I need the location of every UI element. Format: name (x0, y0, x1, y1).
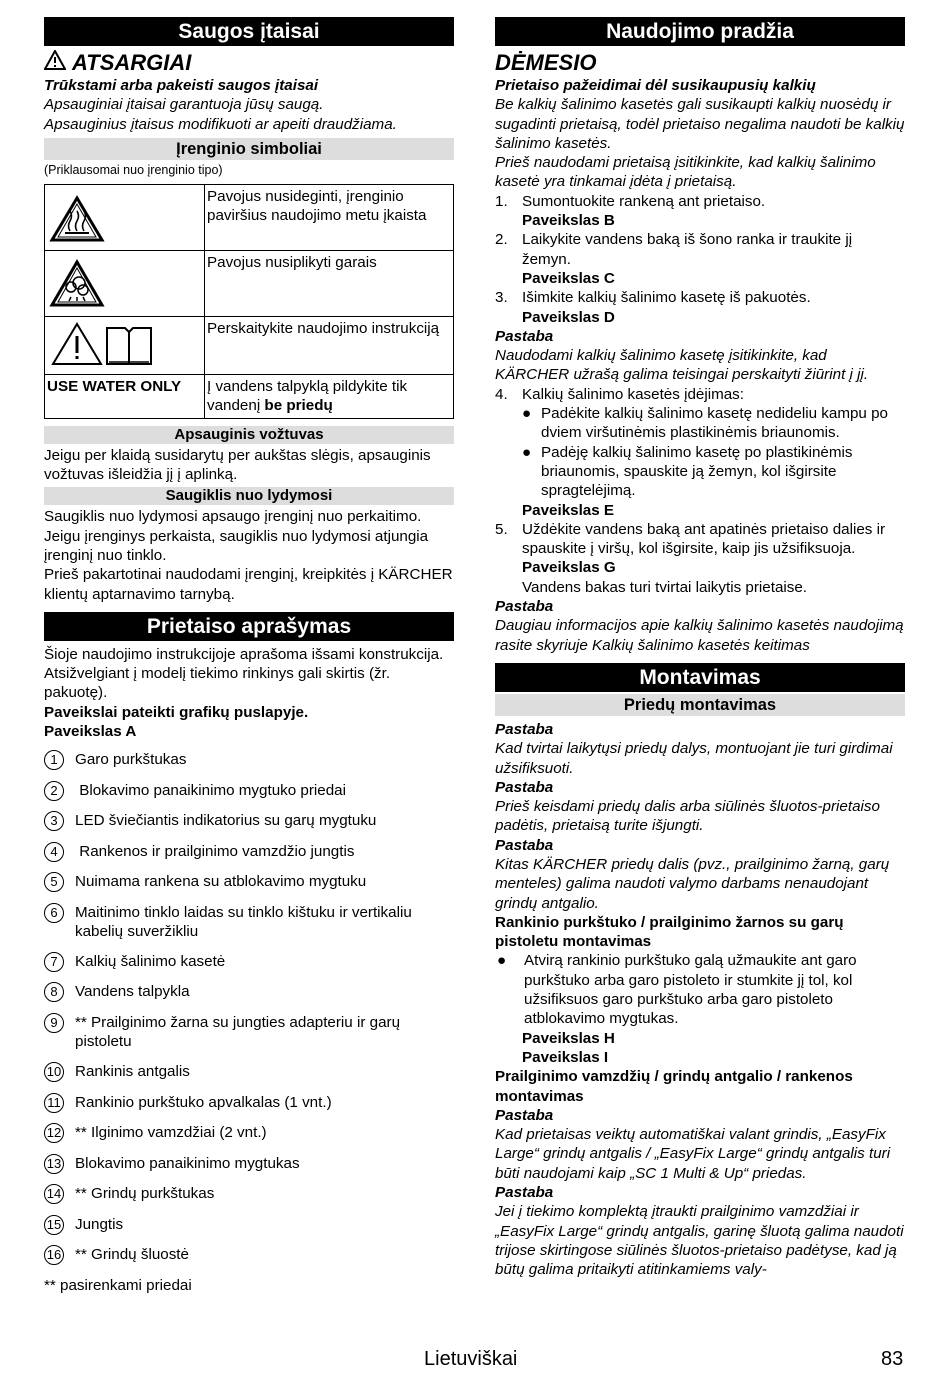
item-text: Rankinis antgalis (75, 1063, 190, 1081)
item-number-circle: 1 (44, 750, 64, 770)
steam-hazard-icon (45, 251, 205, 317)
figure-i-label: Paveikslas I (522, 1048, 609, 1066)
note-3-heading: Pastaba (495, 720, 554, 738)
note-7-heading: Pastaba (495, 1184, 554, 1202)
attention-label: DĖMESIO (495, 50, 597, 75)
caution-line-1: Apsauginiai įtaisai garantuoja jūsų saugą. (44, 96, 324, 114)
item-text: LED šviečiantis indikatorius su garų mygtuku (75, 812, 377, 830)
hand-nozzle-bullet: ● Atvirą rankinio purkštuko galą užmaukite ant garo purkštuko arba garo pistoleto ir stumkite jį tol, kol užsifiksuos garo purkštuko arba garo pistoleto atblokavimo mygtukas. (497, 952, 857, 1028)
item-text: ** Prailginimo žarna su jungties adapteriu ir garų pistoletu (75, 1013, 405, 1051)
symbol-water-text: Į vandens talpyklą pildykite tik vandenį be priedų (205, 374, 454, 418)
parts-list-item (44, 1154, 454, 1174)
note-1-text: Naudodami kalkių šalinimo kasetę įsitikinkite, kad KÄRCHER užrašą galima teisingai perskaityti žiūrint į jį. (495, 347, 869, 384)
item-number-circle: 9 (44, 1013, 64, 1033)
parts-list-item (44, 842, 454, 862)
section-heading-description: Prietaiso aprašymas (44, 612, 454, 641)
attention-subtitle: Prietaiso pažeidimai dėl susikaupusių kalkių (495, 77, 816, 94)
note-5-text: Kitas KÄRCHER priedų dalis (pvz., prailginimo žarną, garų menteles) galima naudoti valymo darbams nenaudojant grindų antgalio. (495, 855, 890, 912)
note-1-heading: Pastaba (495, 327, 554, 345)
item-number-circle: 7 (44, 952, 64, 972)
caution-heading (44, 50, 454, 76)
step-5: 5. Uždėkite vandens baką ant apatinės prietaiso dalies ir spauskite į viršų, kol išgirsite, kaip jis užsifiksuoja. (495, 520, 886, 558)
item-number-circle: 14 (44, 1184, 64, 1204)
note-2-text: Daugiau informacijos apie kalkių šalinimo kasetės naudojimą rasite skyriuje Kalkių šalinimo kasetės keitimas (495, 617, 904, 654)
hot-surface-icon (45, 184, 205, 250)
step-4-bullet-1: ● Padėkite kalkių šalinimo kasetę nedideliu kampu po dviem viršutinėmis plastikinėmis briaunomis. (522, 405, 888, 442)
bullet-icon: ● (497, 952, 507, 970)
item-text: Blokavimo panaikinimo mygtuko priedai (75, 781, 346, 799)
item-text: Vandens talpykla (75, 983, 190, 1001)
subheading-fuse: Saugiklis nuo lydymosi (44, 487, 454, 505)
item-number-circle: 3 (44, 811, 64, 831)
parts-list-item (44, 982, 454, 1002)
note-4-heading: Pastaba (495, 778, 554, 796)
figure-h-label: Paveikslas H (522, 1029, 615, 1047)
item-number-circle: 2 (44, 781, 64, 801)
step-3-figure: Paveikslas D (522, 308, 615, 326)
page-number: 83 (881, 1348, 904, 1370)
parts-list-item (44, 1215, 454, 1235)
item-text: Garo purkštukas (75, 751, 187, 769)
section-heading-mounting: Montavimas (495, 663, 905, 692)
warning-triangle-icon (44, 50, 66, 76)
item-number-circle: 6 (44, 903, 64, 923)
parts-list-item (44, 903, 454, 942)
item-number-circle: 8 (44, 982, 64, 1002)
note-2-heading: Pastaba (495, 598, 554, 616)
attention-text-1: Be kalkių šalinimo kasetės gali susikaupti kalkių nuosėdų ir sugadinti prietaisą, todėl prietaiso negalima naudoti be kalkių šalinimo kasetės. (495, 96, 905, 152)
parts-list-item (44, 781, 454, 801)
subheading-symbols: Įrenginio simboliai (44, 138, 454, 160)
figure-a-label: Paveikslas A (44, 723, 137, 741)
item-text: ** Grindų purkštukas (75, 1185, 215, 1203)
description-figures-note: Paveikslai pateikti grafikų puslapyje. (44, 703, 309, 721)
left-column (44, 17, 454, 1295)
attention-text-2: Prieš naudodami prietaisą įsitikinkite, kad kalkių šalinimo kasetė yra tinkamai įdėta į prietaisą. (495, 154, 876, 191)
parts-list-item (44, 1123, 454, 1143)
parts-list-item (44, 952, 454, 972)
item-text: Kalkių šalinimo kasetė (75, 952, 226, 970)
step-5-extra: Vandens bakas turi tvirtai laikytis prietaise. (522, 578, 808, 596)
step-3: 3. Išimkite kalkių šalinimo kasetę iš pakuotės. (495, 289, 811, 307)
item-number-circle: 12 (44, 1123, 64, 1143)
parts-list-item (44, 1093, 454, 1113)
right-column (495, 17, 905, 1280)
parts-list-item (44, 1062, 454, 1082)
safety-valve-text: Jeigu per klaidą susidarytų per aukštas slėgis, apsauginis vožtuvas išleidžia jį į aplinką. (44, 446, 431, 484)
note-6-heading: Pastaba (495, 1106, 554, 1124)
step-4-bullet-2: ● Padėję kalkių šalinimo kasetę po plastikinėmis briaunomis, spauskite ją žemyn, kol išgirsite spragtelėjimą. (522, 443, 853, 500)
step-1: 1. Sumontuokite rankeną ant prietaiso. (495, 192, 766, 210)
item-text: Nuimama rankena su atblokavimo mygtuku (75, 873, 367, 891)
parts-list-item (44, 872, 454, 892)
parts-list-item (44, 1245, 454, 1265)
item-text: Maitinimo tinklo laidas su tinklo kištuku ir vertikaliu kabelių suveržikliu (75, 903, 417, 941)
fuse-text-1: Saugiklis nuo lydymosi apsaugo įrenginį nuo perkaitimo. Jeigu įrenginys perkaista, saugiklis nuo lydymosi atjungia įrenginį nuo tinklo. (44, 508, 429, 564)
caution-label: ATSARGIAI (72, 50, 192, 75)
step-1-figure: Paveikslas B (522, 212, 615, 230)
bullet-icon: ● (522, 405, 532, 423)
item-text: ** Grindų šluostė (75, 1246, 189, 1264)
description-text: Šioje naudojimo instrukcijoje aprašoma išsami konstrukcija. Atsižvelgiant į modelį tiekimo rinkinys gali skirtis (žr. pakuotę). (44, 645, 444, 702)
item-text: Rankenos ir prailginimo vamzdžio jungtis (75, 842, 355, 860)
step-4: 4. Kalkių šalinimo kasetės įdėjimas: (495, 385, 744, 403)
parts-list-item (44, 811, 454, 831)
symbol-hot-surface-text: Pavojus nusideginti, įrenginio paviršius naudojimo metu įkaista (205, 184, 454, 250)
parts-list-item (44, 1184, 454, 1204)
note-7-text: Jei į tiekimo komplektą įtraukti prailginimo vamzdžiai ir „EasyFix Large“ grindų antgalis, garinę šluotą galima naudoti trijose skirtingose siūlinės šluotos-prietaiso padėtyse, kad ją būtų galima pritaikyti atitinkamiems valy- (495, 1203, 904, 1279)
item-text: Blokavimo panaikinimo mygtukas (75, 1154, 300, 1172)
symbol-steam-text: Pavojus nusiplikyti garais (205, 251, 454, 317)
bullet-icon: ● (522, 443, 532, 461)
note-5-heading: Pastaba (495, 836, 554, 854)
caution-line-2: Apsauginius įtaisus modifikuoti ar apeiti draudžiama. (44, 115, 397, 133)
step-2-figure: Paveikslas C (522, 269, 615, 287)
symbols-table (44, 184, 454, 419)
symbols-note: (Priklausomai nuo įrenginio tipo) (44, 162, 223, 177)
step-5-figure: Paveikslas G (522, 559, 616, 577)
extension-tubes-heading: Prailginimo vamzdžių / grindų antgalio / rankenos montavimas (495, 1068, 853, 1105)
item-number-circle: 13 (44, 1154, 64, 1174)
read-manual-icon (45, 317, 205, 374)
hand-nozzle-heading: Rankinio purkštuko / prailginimo žarnos su garų pistoletu montavimas (495, 913, 844, 951)
caution-subtitle: Trūkstami arba pakeisti saugos įtaisai (44, 77, 319, 94)
item-number-circle: 4 (44, 842, 64, 862)
item-number-circle: 11 (44, 1093, 64, 1113)
section-heading-start: Naudojimo pradžia (495, 17, 905, 46)
section-heading-safety: Saugos įtaisai (44, 17, 454, 46)
item-number-circle: 15 (44, 1215, 64, 1235)
item-number-circle: 16 (44, 1245, 64, 1265)
item-text: ** Ilginimo vamzdžiai (2 vnt.) (75, 1124, 267, 1142)
subheading-accessory-mounting: Priedų montavimas (495, 694, 905, 716)
use-water-only-label: USE WATER ONLY (45, 374, 205, 418)
parts-list (44, 750, 454, 1265)
subheading-safety-valve: Apsauginis vožtuvas (44, 426, 454, 444)
note-6-text: Kad prietaisas veiktų automatiškai valant grindis, „EasyFix Large“ grindų antgalis / „EasyFix Large“ grindų antgalis turi būti naudojami kaip „SC 1 Multi & Up“ priedas. (495, 1126, 891, 1182)
step-2: 2. Laikykite vandens baką iš šono ranka ir traukite jį žemyn. (495, 231, 853, 268)
item-text: Rankinio purkštuko apvalkalas (1 vnt.) (75, 1093, 332, 1111)
note-3-text: Kad tvirtai laikytųsi priedų dalys, montuojant jie turi girdimai užsifiksuoti. (495, 740, 893, 777)
parts-list-item (44, 1013, 454, 1052)
item-number-circle: 5 (44, 872, 64, 892)
fuse-text-2: Prieš pakartotinai naudodami įrenginį, kreipkitės į KÄRCHER klientų aptarnavimo tarnybą. (44, 566, 453, 603)
symbol-read-manual-text: Perskaitykite naudojimo instrukciją (205, 317, 454, 374)
note-4-text: Prieš keisdami priedų dalis arba siūlinės šluotos-prietaiso padėtis, prietaisą turite išjungti. (495, 798, 880, 835)
step-4-figure: Paveikslas E (522, 501, 615, 519)
parts-list-item (44, 750, 454, 770)
optional-accessories-note: ** pasirenkami priedai (44, 1276, 192, 1294)
item-text: Jungtis (75, 1215, 124, 1233)
item-number-circle: 10 (44, 1062, 64, 1082)
footer-language: Lietuviškai (424, 1348, 518, 1370)
